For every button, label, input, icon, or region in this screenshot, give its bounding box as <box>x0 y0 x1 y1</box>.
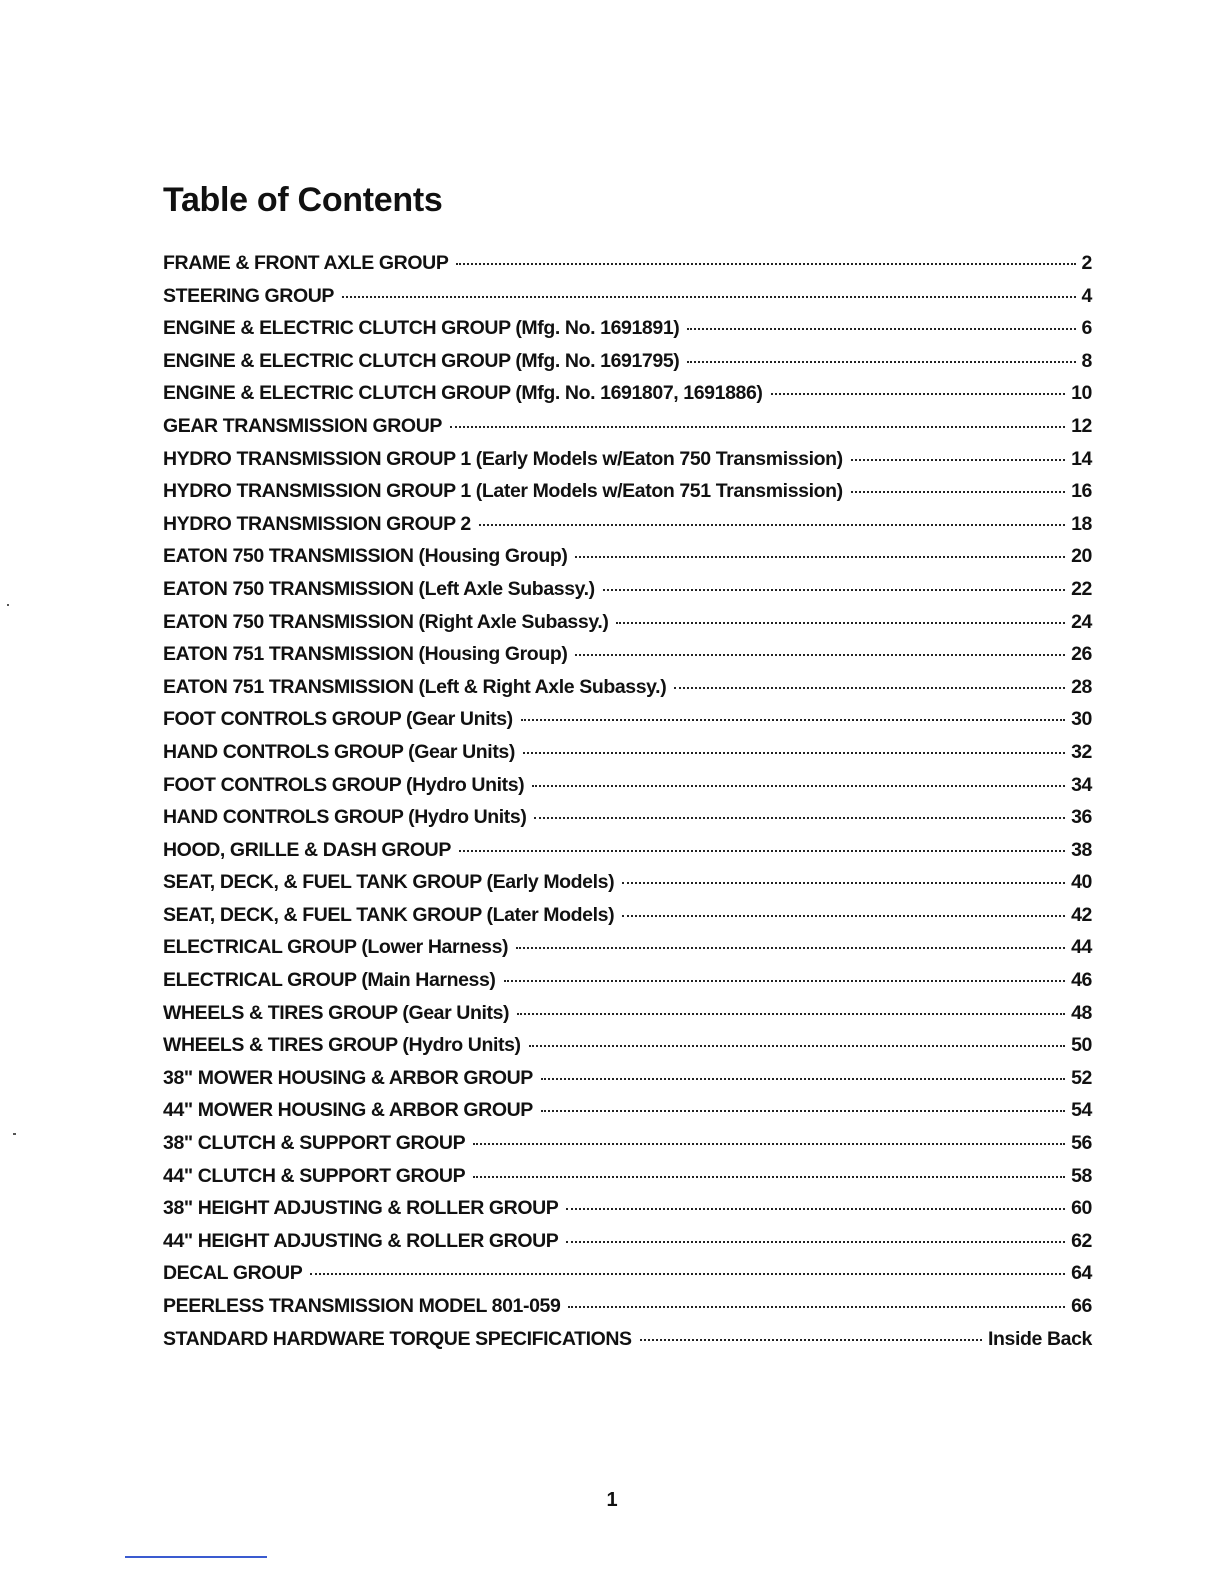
toc-entry-page: 60 <box>1071 1197 1092 1220</box>
toc-entry[interactable] <box>163 1132 1092 1165</box>
toc-entry-page: 8 <box>1081 349 1092 372</box>
toc-entry-page: 28 <box>1071 675 1092 698</box>
toc-entry-title: EATON 751 TRANSMISSION (Housing Group) <box>163 643 568 666</box>
toc-entry-title: HYDRO TRANSMISSION GROUP 1 (Early Models w/Eaton 750 Transmission) <box>163 447 843 470</box>
dot-leader <box>575 556 1065 558</box>
toc-entry-page: 56 <box>1071 1132 1092 1155</box>
dot-leader <box>566 1208 1065 1210</box>
toc-entry-title: ENGINE & ELECTRIC CLUTCH GROUP (Mfg. No. 1691891) <box>163 317 680 340</box>
toc-entry[interactable] <box>163 382 1092 415</box>
toc-entry[interactable] <box>163 448 1092 481</box>
toc-entry-title: SEAT, DECK, & FUEL TANK GROUP (Later Models) <box>163 903 615 926</box>
toc-entry[interactable] <box>163 513 1092 546</box>
toc-entry[interactable] <box>163 285 1092 318</box>
dot-leader <box>603 589 1065 591</box>
toc-entry-page: 24 <box>1071 610 1092 633</box>
dot-leader <box>575 654 1065 656</box>
toc-entry[interactable] <box>163 676 1092 709</box>
dot-leader <box>566 1241 1065 1243</box>
toc-entry[interactable] <box>163 545 1092 578</box>
toc-entry-page: 18 <box>1071 512 1092 535</box>
toc-entry[interactable] <box>163 1002 1092 1035</box>
dot-leader <box>851 491 1065 493</box>
toc-entry-title: ENGINE & ELECTRIC CLUTCH GROUP (Mfg. No. 1691795) <box>163 349 680 372</box>
toc-entry-page: 34 <box>1071 773 1092 796</box>
toc-entry-page: 52 <box>1071 1066 1092 1089</box>
toc-entry-title: 38" CLUTCH & SUPPORT GROUP <box>163 1132 466 1155</box>
dot-leader <box>479 524 1065 526</box>
dot-leader <box>529 1045 1065 1047</box>
toc-entry-title: GEAR TRANSMISSION GROUP <box>163 414 442 437</box>
toc-entry[interactable] <box>163 480 1092 513</box>
dot-leader <box>616 622 1065 624</box>
dot-leader <box>674 687 1065 689</box>
toc-entry[interactable] <box>163 1230 1092 1263</box>
toc-entry[interactable] <box>163 969 1092 1002</box>
dot-leader <box>534 817 1065 819</box>
toc-entry-page: 16 <box>1071 480 1092 503</box>
toc-entry[interactable] <box>163 1034 1092 1067</box>
toc-entry-title: PEERLESS TRANSMISSION MODEL 801-059 <box>163 1295 561 1317</box>
toc-entry-page: 54 <box>1071 1099 1092 1122</box>
toc-entry-title: FOOT CONTROLS GROUP (Hydro Units) <box>163 773 525 796</box>
dot-leader <box>459 850 1065 852</box>
toc-entry[interactable] <box>163 252 1092 285</box>
toc-entry-page: 6 <box>1081 317 1092 340</box>
toc-entry-title: HOOD, GRILLE & DASH GROUP <box>163 838 451 861</box>
toc-entry-page: 46 <box>1071 969 1092 992</box>
toc-entry-title: FRAME & FRONT AXLE GROUP <box>163 252 449 274</box>
dot-leader <box>532 785 1065 787</box>
toc-entry-title: EATON 751 TRANSMISSION (Left & Right Axle Subassy.) <box>163 675 667 698</box>
toc-entry-title: HYDRO TRANSMISSION GROUP 2 <box>163 512 471 535</box>
footer-rule <box>125 1556 267 1558</box>
toc-entry-title: WHEELS & TIRES GROUP (Gear Units) <box>163 1001 510 1024</box>
toc-entry-title: HAND CONTROLS GROUP (Hydro Units) <box>163 806 527 829</box>
toc-entry-page: 4 <box>1081 284 1092 307</box>
toc-entry[interactable] <box>163 350 1092 383</box>
toc-entry-title: ELECTRICAL GROUP (Main Harness) <box>163 969 496 992</box>
dot-leader <box>622 915 1065 917</box>
toc-entry[interactable] <box>163 1328 1092 1361</box>
dot-leader <box>521 719 1065 721</box>
toc-entry-page: 14 <box>1071 447 1092 470</box>
toc-entry-page: 36 <box>1071 806 1092 829</box>
toc-entry-page: 40 <box>1071 871 1092 894</box>
toc-entry[interactable] <box>163 1295 1092 1328</box>
toc-entry[interactable] <box>163 774 1092 807</box>
toc-entry-title: HYDRO TRANSMISSION GROUP 1 (Later Models w/Eaton 751 Transmission) <box>163 480 843 503</box>
dot-leader <box>523 752 1065 754</box>
toc-entry-page: 30 <box>1071 708 1092 731</box>
toc-entry-title: FOOT CONTROLS GROUP (Gear Units) <box>163 708 513 731</box>
toc-entry-page: 32 <box>1071 740 1092 763</box>
toc-entry-title: HAND CONTROLS GROUP (Gear Units) <box>163 740 515 763</box>
dot-leader <box>473 1176 1065 1178</box>
toc-entry-title: 38" MOWER HOUSING & ARBOR GROUP <box>163 1066 533 1089</box>
dot-leader <box>516 947 1065 949</box>
toc-entry-title: EATON 750 TRANSMISSION (Right Axle Subassy.) <box>163 610 609 633</box>
dot-leader <box>771 393 1066 395</box>
toc-entry[interactable] <box>163 936 1092 969</box>
toc-entry-page: 20 <box>1071 545 1092 568</box>
toc-entry[interactable] <box>163 1262 1092 1295</box>
toc-entry[interactable] <box>163 1099 1092 1132</box>
toc-entry-title: 44" HEIGHT ADJUSTING & ROLLER GROUP <box>163 1229 559 1252</box>
toc-entry-page: 42 <box>1071 903 1092 926</box>
toc-entry-title: EATON 750 TRANSMISSION (Left Axle Subassy.) <box>163 577 595 600</box>
toc-entry-title: 38" HEIGHT ADJUSTING & ROLLER GROUP <box>163 1197 559 1220</box>
toc-entry-title: 44" MOWER HOUSING & ARBOR GROUP <box>163 1099 533 1122</box>
table-of-contents <box>163 252 1092 1360</box>
dot-leader <box>851 459 1065 461</box>
toc-entry-title: SEAT, DECK, & FUEL TANK GROUP (Early Models) <box>163 871 615 894</box>
scan-speck <box>7 604 9 606</box>
toc-entry-title: EATON 750 TRANSMISSION (Housing Group) <box>163 545 568 568</box>
toc-entry-page: 64 <box>1071 1262 1092 1285</box>
dot-leader <box>310 1273 1065 1275</box>
toc-entry-page: 10 <box>1071 382 1092 405</box>
page-title: Table of Contents <box>163 181 443 219</box>
toc-entry-page: 26 <box>1071 643 1092 666</box>
toc-entry-title: ENGINE & ELECTRIC CLUTCH GROUP (Mfg. No. 1691807, 1691886) <box>163 382 763 405</box>
toc-entry[interactable] <box>163 611 1092 644</box>
dot-leader <box>504 980 1066 982</box>
toc-entry-page: 22 <box>1071 577 1092 600</box>
toc-entry-page: Inside Back <box>988 1327 1092 1350</box>
dot-leader <box>687 361 1075 363</box>
dot-leader <box>342 296 1076 298</box>
dot-leader <box>450 426 1065 428</box>
toc-entry-title: DECAL GROUP <box>163 1262 303 1285</box>
toc-entry-title: ELECTRICAL GROUP (Lower Harness) <box>163 936 509 959</box>
dot-leader <box>622 882 1065 884</box>
toc-entry[interactable] <box>163 643 1092 676</box>
toc-entry-page: 12 <box>1071 414 1092 437</box>
toc-entry[interactable] <box>163 415 1092 448</box>
toc-entry-page: 50 <box>1071 1034 1092 1057</box>
toc-entry[interactable] <box>163 317 1092 350</box>
toc-entry-page: 2 <box>1081 252 1092 274</box>
dot-leader <box>541 1078 1065 1080</box>
toc-entry-page: 62 <box>1071 1229 1092 1252</box>
toc-entry[interactable] <box>163 806 1092 839</box>
toc-entry[interactable] <box>163 1165 1092 1198</box>
toc-entry[interactable] <box>163 578 1092 611</box>
dot-leader <box>473 1143 1065 1145</box>
toc-entry-page: 38 <box>1071 838 1092 861</box>
dot-leader <box>456 263 1075 265</box>
toc-entry-page: 66 <box>1071 1295 1092 1317</box>
toc-entry-title: STANDARD HARDWARE TORQUE SPECIFICATIONS <box>163 1327 632 1350</box>
toc-entry[interactable] <box>163 839 1092 872</box>
toc-entry-title: 44" CLUTCH & SUPPORT GROUP <box>163 1164 466 1187</box>
toc-entry[interactable] <box>163 1067 1092 1100</box>
toc-entry-title: STEERING GROUP <box>163 284 335 307</box>
toc-entry[interactable] <box>163 904 1092 937</box>
toc-entry[interactable] <box>163 871 1092 904</box>
page-number: 1 <box>606 1489 618 1511</box>
toc-entry-title: WHEELS & TIRES GROUP (Hydro Units) <box>163 1034 521 1057</box>
dot-leader <box>517 1013 1065 1015</box>
dot-leader <box>541 1110 1065 1112</box>
dot-leader <box>568 1306 1065 1308</box>
toc-entry-page: 48 <box>1071 1001 1092 1024</box>
toc-entry[interactable] <box>163 741 1092 774</box>
dot-leader <box>687 328 1075 330</box>
toc-entry-page: 44 <box>1071 936 1092 959</box>
dot-leader <box>640 1339 982 1341</box>
toc-entry-page: 58 <box>1071 1164 1092 1187</box>
scan-speck <box>13 1133 16 1135</box>
toc-entry[interactable] <box>163 1197 1092 1230</box>
toc-entry[interactable] <box>163 708 1092 741</box>
